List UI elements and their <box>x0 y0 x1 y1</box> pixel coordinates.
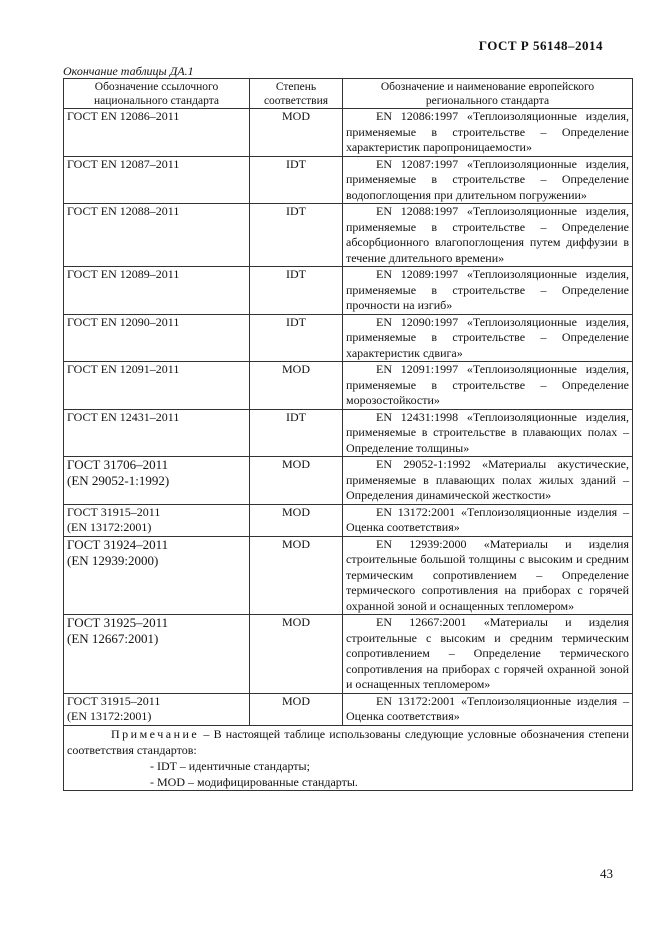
table-row <box>64 457 633 505</box>
table-row <box>64 314 633 362</box>
degree-cell: MOD <box>250 457 343 505</box>
european-standard-cell: EN 12086:1997 «Теплоизоляционные изделия, применяемые в строительстве – Определение характеристик паропроницаемости» <box>343 109 633 157</box>
degree-cell: MOD <box>250 362 343 410</box>
column-header-european-standard: Обозначение и наименование европейского регионального стандарта <box>343 79 633 109</box>
degree-cell: MOD <box>250 109 343 157</box>
note-item-idt: - IDT – идентичные стандарты; <box>150 758 310 773</box>
table-note-row <box>64 725 633 790</box>
european-standard-cell: EN 12939:2000 «Материалы и изделия строительные большой толщины с высоким и средним термическим сопротивлением – Определение термического сопротивления на приборах с горячей охранной зоной и оснащенных тепломером» <box>343 536 633 615</box>
degree-cell: IDT <box>250 204 343 267</box>
document-header: ГОСТ Р 56148–2014 <box>478 38 603 53</box>
european-standard-cell: EN 12088:1997 «Теплоизоляционные изделия, применяемые в строительстве – Определение абсорбционного влагопоглощения путем диффузии в течение длительного времени» <box>343 204 633 267</box>
european-standard-cell: EN 13172:2001 «Теплоизоляционные изделия – Оценка соответствия» <box>343 693 633 725</box>
column-header-degree: Степень соответствия <box>250 79 343 109</box>
european-standard-cell: EN 29052-1:1992 «Материалы акустические, применяемые в плавающих полах жилых зданий – Определения динамической жесткости» <box>343 457 633 505</box>
european-standard-cell: EN 12431:1998 «Теплоизоляционные изделия, применяемые в строительстве в плавающих полах – Определение толщины» <box>343 409 633 457</box>
degree-cell: MOD <box>250 615 343 694</box>
page-number: 43 <box>600 866 613 881</box>
national-standard-cell: ГОСТ EN 12431–2011 <box>64 409 250 457</box>
european-standard-cell: EN 12091:1997 «Теплоизоляционные изделия, применяемые в строительстве – Определение морозостойкости» <box>343 362 633 410</box>
degree-cell: IDT <box>250 314 343 362</box>
european-standard-cell: EN 12087:1997 «Теплоизоляционные изделия, применяемые в строительстве – Определение водопоглощения при длительном погружении» <box>343 156 633 204</box>
national-standard-cell: ГОСТ EN 12087–2011 <box>64 156 250 204</box>
degree-cell: MOD <box>250 536 343 615</box>
note-text: – В настоящей таблице использованы следующие условные обозначения степени соответствия стандартов: <box>67 726 629 757</box>
column-header-national-standard: Обозначение ссылочного национального стандарта <box>64 79 250 109</box>
national-standard-cell: ГОСТ 31915–2011 (EN 13172:2001) <box>64 693 250 725</box>
table-row <box>64 504 633 536</box>
degree-cell: MOD <box>250 504 343 536</box>
table-header-row <box>64 79 633 109</box>
table-row <box>64 204 633 267</box>
european-standard-cell: EN 12090:1997 «Теплоизоляционные изделия, применяемые в строительстве – Определение характеристик сдвига» <box>343 314 633 362</box>
national-standard-cell: ГОСТ EN 12089–2011 <box>64 267 250 315</box>
european-standard-cell: EN 12089:1997 «Теплоизоляционные изделия, применяемые в строительстве – Определение прочности на изгиб» <box>343 267 633 315</box>
degree-cell: IDT <box>250 156 343 204</box>
note-intro <box>67 726 629 758</box>
table-row <box>64 156 633 204</box>
national-standard-cell: ГОСТ 31925–2011 (EN 12667:2001) <box>64 615 250 694</box>
degree-cell: IDT <box>250 409 343 457</box>
table-row <box>64 615 633 694</box>
national-standard-cell: ГОСТ 31924–2011 (EN 12939:2000) <box>64 536 250 615</box>
reference-standards-table <box>63 78 633 791</box>
national-standard-cell: ГОСТ EN 12090–2011 <box>64 314 250 362</box>
note-item-mod: - MOD – модифицированные стандарты. <box>150 774 358 789</box>
table-row <box>64 267 633 315</box>
national-standard-cell: ГОСТ EN 12086–2011 <box>64 109 250 157</box>
degree-cell: MOD <box>250 693 343 725</box>
table-row <box>64 409 633 457</box>
note-label: Примечание <box>111 726 200 741</box>
table-caption: Окончание таблицы ДА.1 <box>63 64 194 78</box>
table-note <box>64 725 633 790</box>
table-row <box>64 536 633 615</box>
degree-cell: IDT <box>250 267 343 315</box>
table-row <box>64 109 633 157</box>
european-standard-cell: EN 13172:2001 «Теплоизоляционные изделия – Оценка соответствия» <box>343 504 633 536</box>
table-row <box>64 362 633 410</box>
european-standard-cell: EN 12667:2001 «Материалы и изделия строительные с высоким и средним термическим сопротивлением – Определение термического сопротивления на приборах с горячей охранной зоной и оснащенных тепломером» <box>343 615 633 694</box>
table-row <box>64 693 633 725</box>
national-standard-cell: ГОСТ 31706–2011 (EN 29052-1:1992) <box>64 457 250 505</box>
national-standard-cell: ГОСТ EN 12091–2011 <box>64 362 250 410</box>
national-standard-cell: ГОСТ 31915–2011 (EN 13172:2001) <box>64 504 250 536</box>
national-standard-cell: ГОСТ EN 12088–2011 <box>64 204 250 267</box>
